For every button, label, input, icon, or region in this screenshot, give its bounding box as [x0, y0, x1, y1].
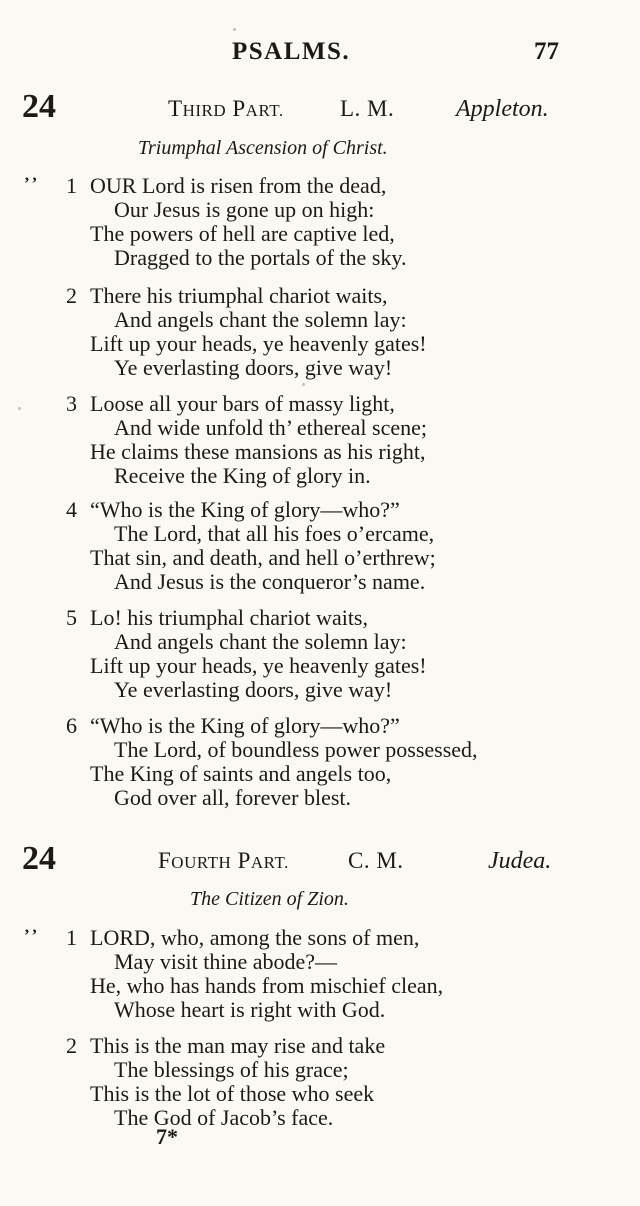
verse-line: And angels chant the solemn lay:: [114, 307, 407, 332]
verse-line: OUR Lord is risen from the dead,: [90, 173, 387, 198]
psalm-number: 24: [22, 88, 56, 125]
verse-number: 5: [66, 605, 77, 630]
verse-line: And Jesus is the conqueror’s name.: [114, 569, 426, 594]
verse: [66, 173, 407, 270]
verse-line: He, who has hands from mischief clean,: [90, 973, 444, 998]
verse: [66, 391, 427, 488]
running-head: [0, 38, 640, 74]
verse-line: The King of saints and angels too,: [90, 761, 392, 786]
verse-number: 2: [66, 283, 77, 308]
verse-number: 1: [66, 173, 77, 198]
running-head-title: PSALMS.: [232, 38, 351, 65]
scan-speck: [18, 407, 21, 410]
verse-line: That sin, and death, and hell o’erthrew;: [90, 545, 436, 570]
verse-line: Lift up your heads, ye heavenly gates!: [90, 331, 427, 356]
verse-line: And wide unfold th’ ethereal scene;: [114, 415, 427, 440]
verse-line: Whose heart is right with God.: [114, 997, 386, 1022]
meter-label: L. M.: [340, 96, 395, 121]
verse-line: May visit thine abode?—: [114, 949, 338, 974]
verse-line: LORD, who, among the sons of men,: [90, 925, 420, 950]
page-number: 77: [534, 38, 559, 65]
meter-label: C. M.: [348, 848, 404, 873]
verse: [66, 925, 444, 1022]
margin-mark: ʼʼ: [24, 926, 40, 945]
margin-mark: ʼʼ: [24, 174, 40, 193]
verse-line: The powers of hell are captive led,: [90, 221, 395, 246]
verse-number: 4: [66, 497, 77, 522]
verse-number: 2: [66, 1033, 77, 1058]
verse-number: 3: [66, 391, 77, 416]
part-heading: FOURTH PART.: [158, 848, 289, 873]
verse-line: Lo! his triumphal chariot waits,: [90, 605, 368, 630]
verse-line: The Lord, of boundless power possessed,: [114, 737, 478, 762]
tune-name: Judea.: [488, 848, 552, 874]
verse-line: This is the man may rise and take: [90, 1033, 386, 1058]
verse: [66, 605, 427, 702]
verse-line: “Who is the King of glory—who?”: [90, 713, 400, 738]
hymn-subtitle: The Citizen of Zion.: [190, 888, 349, 910]
tune-name: Appleton.: [456, 96, 549, 122]
verse-line: God over all, forever blest.: [114, 785, 352, 810]
scan-speck: [233, 28, 236, 31]
verse-line: Loose all your bars of massy light,: [90, 391, 395, 416]
signature-mark: 7*: [156, 1124, 178, 1149]
verse: [66, 713, 478, 810]
verse-line: The blessings of his grace;: [114, 1057, 349, 1082]
verse-line: “Who is the King of glory—who?”: [90, 497, 400, 522]
verse-line: There his triumphal chariot waits,: [90, 283, 388, 308]
verse-line: Lift up your heads, ye heavenly gates!: [90, 653, 427, 678]
verse: [66, 1033, 386, 1130]
scan-speck: [302, 383, 305, 386]
verse-line: The God of Jacob’s face.: [114, 1105, 334, 1130]
verse-line: The Lord, that all his foes o’ercame,: [114, 521, 435, 546]
verse-line: Ye everlasting doors, give way!: [114, 355, 393, 380]
verse-line: He claims these mansions as his right,: [90, 439, 426, 464]
verse-line: Our Jesus is gone up on high:: [114, 197, 375, 222]
verse: [66, 497, 436, 594]
verse-line: Dragged to the portals of the sky.: [114, 245, 407, 270]
part-heading: THIRD PART.: [168, 96, 284, 121]
verse-number: 1: [66, 925, 77, 950]
verse-number: 6: [66, 713, 77, 738]
hymn-subtitle: Triumphal Ascension of Christ.: [138, 137, 388, 159]
psalm-number: 24: [22, 840, 56, 877]
verse-line: And angels chant the solemn lay:: [114, 629, 407, 654]
verse: [66, 283, 427, 380]
verse-line: Receive the King of glory in.: [114, 463, 371, 488]
verse-line: Ye everlasting doors, give way!: [114, 677, 393, 702]
verse-line: This is the lot of those who seek: [90, 1081, 375, 1106]
